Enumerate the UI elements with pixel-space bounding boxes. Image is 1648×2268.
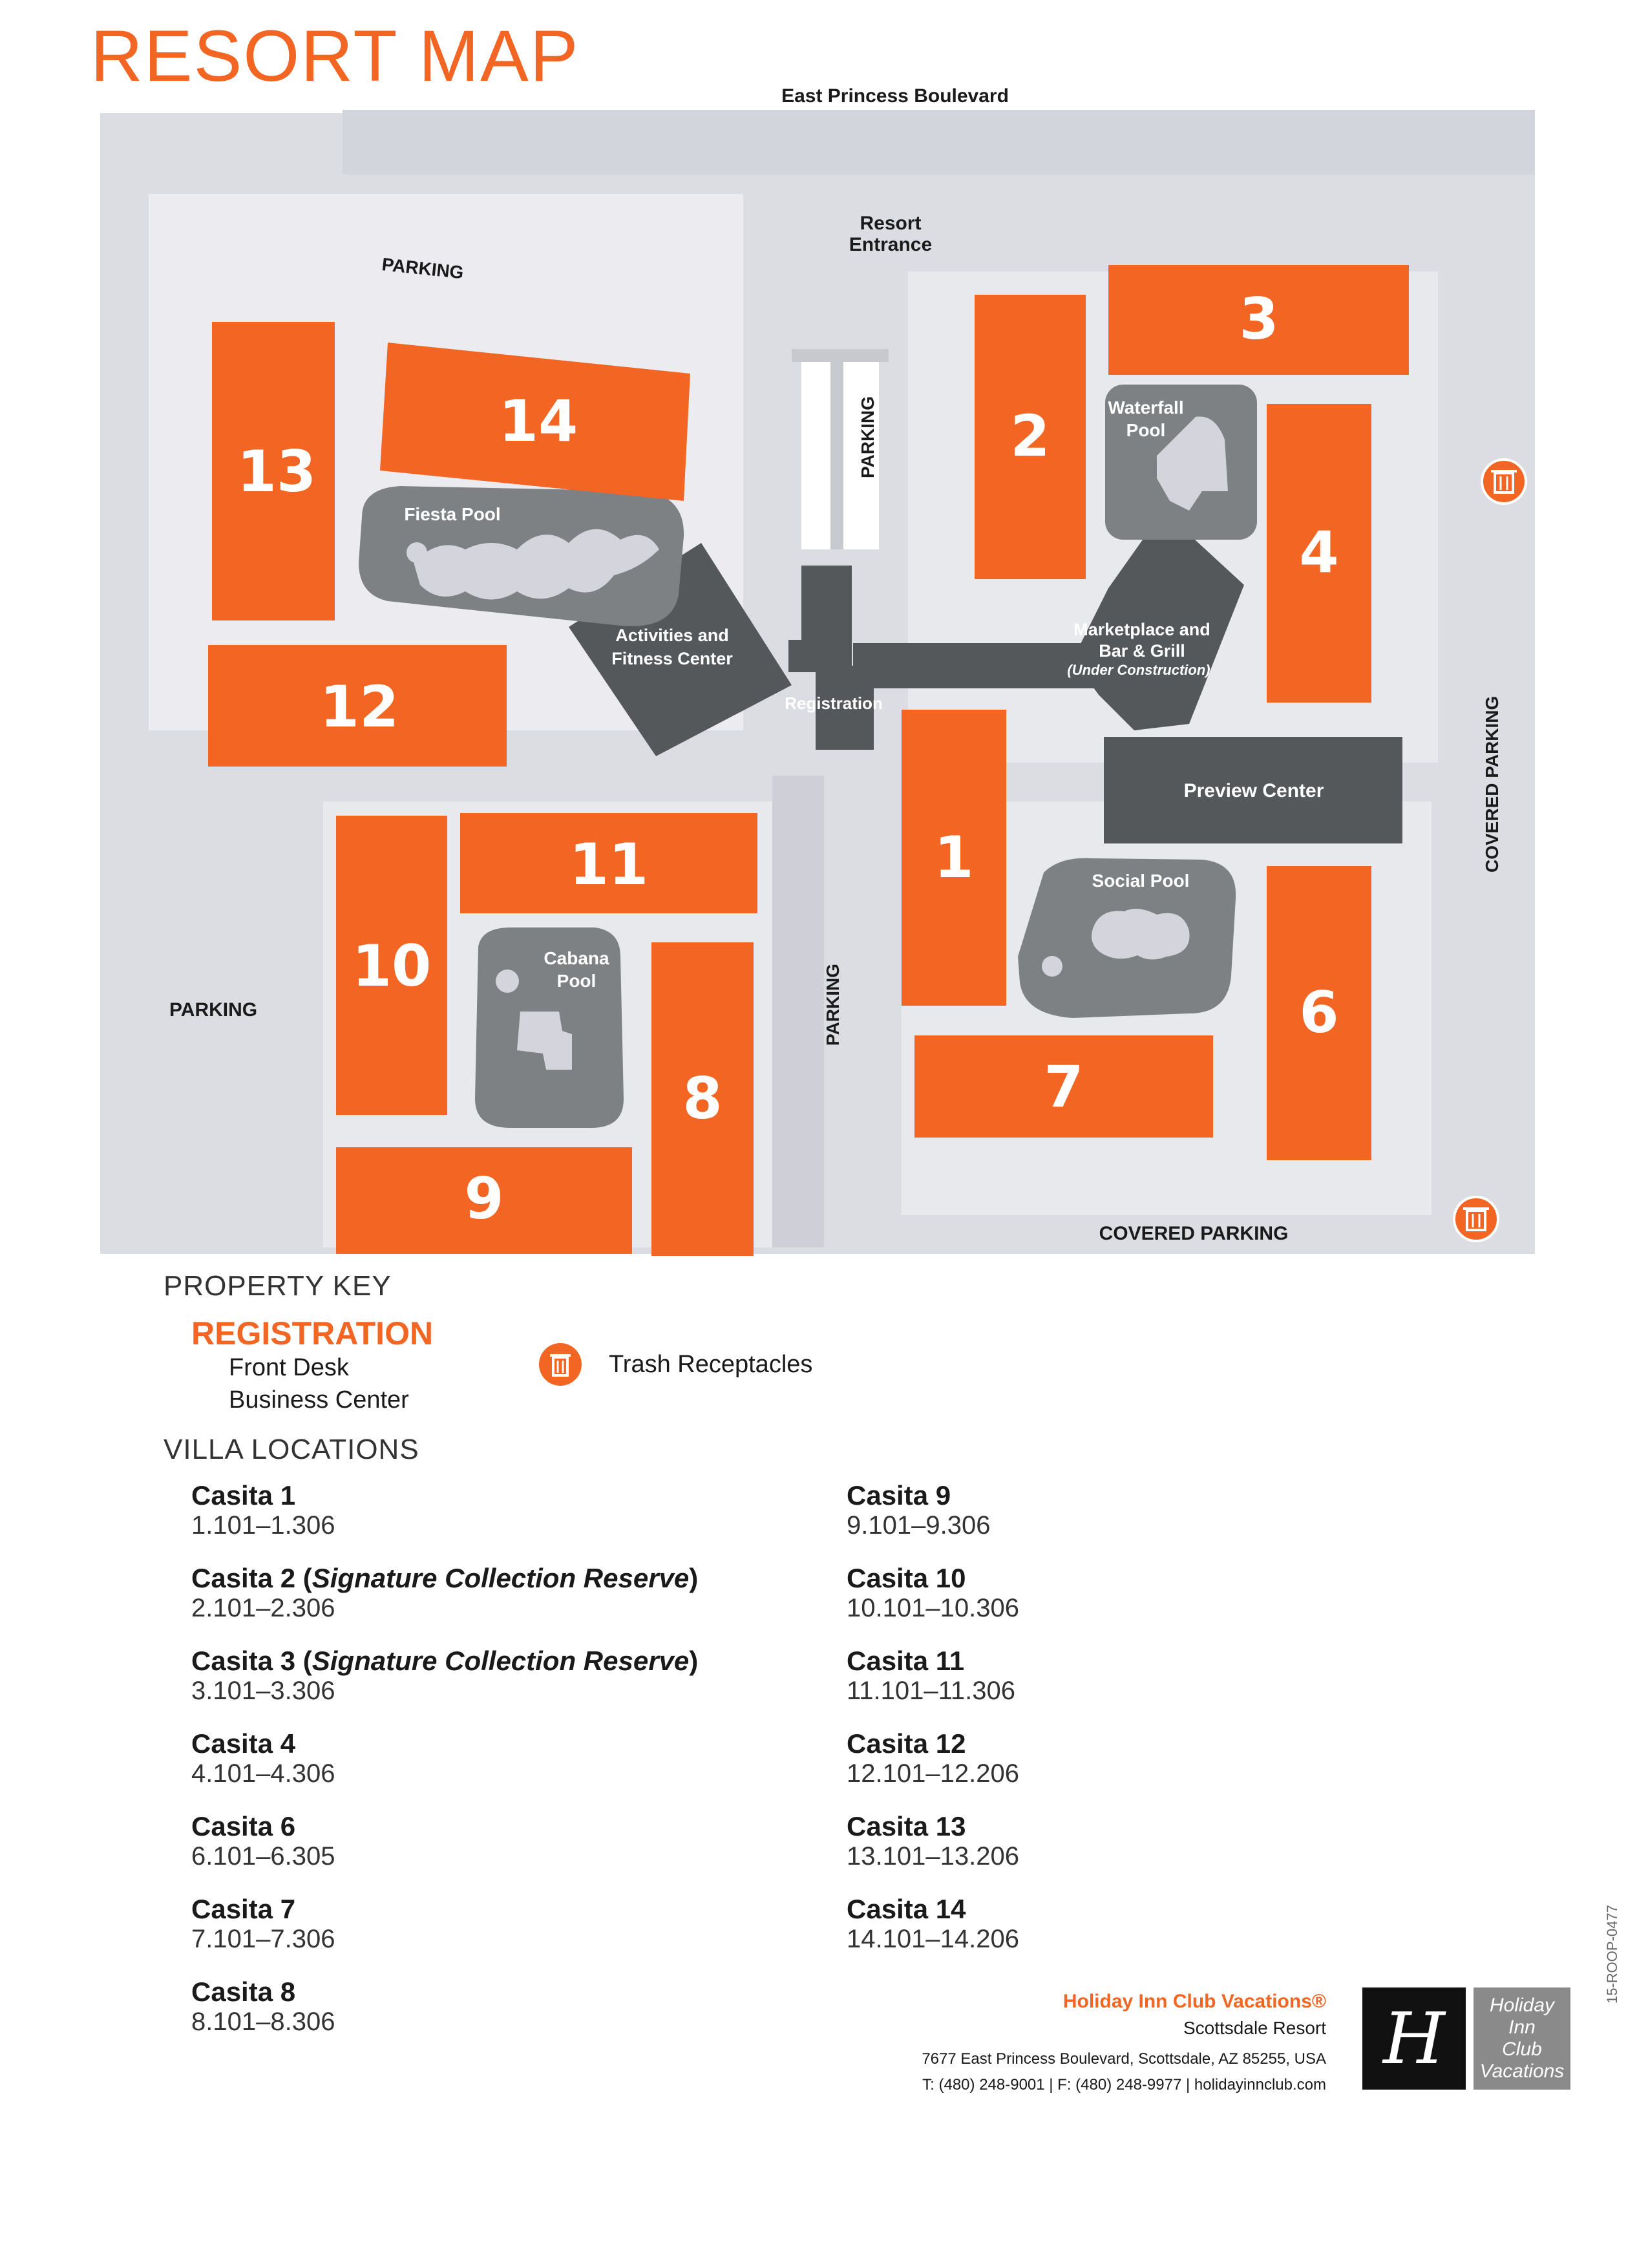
marketplace-label-3: (Under Construction) [1067,662,1210,678]
villa-item [847,1563,1299,1646]
footer-info [763,1991,1326,2094]
villa-note: Signature Collection Reserve [312,1646,690,1676]
villa-range: 9.101–9.306 [847,1511,991,1540]
villa-item [191,1480,773,1563]
parking-label-top-left: PARKING [381,254,465,283]
marketplace-label-1: Marketplace and [1073,620,1210,639]
key-business-center: Business Center [229,1386,409,1414]
casita-10[interactable] [336,816,447,1115]
villa-range: 14.101–14.206 [847,1925,1019,1953]
page-title: RESORT MAP [90,16,580,96]
trash-can-icon [1482,460,1526,503]
casita-4[interactable] [1267,404,1371,703]
villa-list-left [191,1480,773,2059]
villa-item [191,1728,773,1811]
villa-name: Casita 14 [847,1894,966,1924]
casita-6-number: 6 [1299,979,1339,1046]
brand-logo [1362,1987,1570,2090]
marketplace-label-2: Bar & Grill [1099,641,1185,661]
casita-9[interactable] [336,1147,632,1254]
casita-6[interactable] [1267,866,1371,1160]
registration-heading: REGISTRATION [191,1315,434,1351]
villa-range: 8.101–8.306 [191,2008,335,2036]
villa-item [191,1646,773,1728]
villa-name: Casita 7 [191,1894,296,1924]
logo-wordmark [1474,1987,1570,2090]
casita-3-number: 3 [1239,286,1279,352]
resort-entrance-label-2: Entrance [849,234,933,255]
casita-3[interactable] [1108,265,1409,375]
villa-item [847,1811,1299,1894]
villa-name: Casita 10 [847,1563,966,1593]
preview-center-label: Preview Center [1183,780,1324,801]
villa-name: Casita 13 [847,1811,966,1841]
villa-name: Casita 11 [847,1646,965,1676]
villa-range: 7.101–7.306 [191,1925,335,1953]
villa-note: Signature Collection Reserve [312,1563,690,1593]
casita-7[interactable] [914,1035,1213,1138]
cabana-pool[interactable] [475,927,624,1128]
casita-10-number: 10 [352,933,432,999]
activities-label-2: Fitness Center [611,649,733,668]
villa-name: Casita 12 [847,1728,966,1759]
casita-13[interactable] [212,322,335,620]
villa-name: Casita 4 [191,1728,296,1759]
logo-text-line: Club [1502,2039,1542,2060]
villa-range: 13.101–13.206 [847,1842,1019,1871]
villa-item [191,1894,773,1977]
casita-8[interactable] [651,942,754,1256]
logo-text-line: Holiday Inn [1489,1995,1555,2038]
preview-center[interactable] [1104,737,1402,843]
casita-11-number: 11 [569,831,649,898]
property-key-heading: PROPERTY KEY [164,1270,392,1302]
trash-can-icon [539,1343,582,1386]
villa-range: 4.101–4.306 [191,1759,335,1788]
waterfall-pool-label-2: Pool [1126,420,1166,440]
covered-parking-label-bottom: COVERED PARKING [1099,1223,1289,1244]
resort-entrance-label-1: Resort [860,213,922,234]
parking-label-left: PARKING [169,999,258,1021]
casita-12-number: 12 [319,673,399,740]
villa-range: 10.101–10.306 [847,1594,1019,1622]
logo-mark [1362,1987,1466,2090]
casita-2-number: 2 [1010,403,1050,469]
social-pool[interactable] [1018,858,1236,1018]
cabana-pool-label-1: Cabana [544,948,609,968]
casita-14-number: 14 [498,388,578,454]
villa-range: 2.101–2.306 [191,1594,335,1622]
villa-item [191,1811,773,1894]
casita-9-number: 9 [464,1165,504,1232]
logo-text-line: Vacations [1479,2061,1565,2082]
villa-name: Casita 6 [191,1811,296,1841]
covered-parking-label-right: COVERED PARKING [1482,695,1502,873]
casita-13-number: 13 [237,438,317,505]
footer-contact: T: (480) 248-9001 | F: (480) 248-9977 | holidayinnclub.com [922,2076,1326,2093]
casita-4-number: 4 [1299,519,1339,586]
parking-label-center: PARKING [858,396,878,478]
casita-1-number: 1 [934,824,974,891]
street-label: East Princess Boulevard [781,85,1009,107]
villa-item [847,1894,1299,1977]
villa-range: 11.101–11.306 [847,1677,1015,1705]
villa-range: 12.101–12.206 [847,1759,1019,1788]
villa-name: Casita 8 [191,1977,296,2007]
casita-11[interactable] [460,813,757,913]
trash-receptacles-label: Trash Receptacles [609,1351,813,1378]
cabana-pool-label-2: Pool [556,971,597,991]
waterfall-pool[interactable] [1105,385,1257,540]
villa-name: Casita 2 (Signature Collection Reserve) [191,1563,699,1593]
social-pool-label: Social Pool [1092,871,1190,891]
villa-item [191,1977,773,2059]
villa-name: Casita 1 [191,1480,296,1510]
document-code: 15-ROOP-0477 [1604,1905,1620,2004]
waterfall-pool-label-1: Waterfall [1108,397,1184,418]
casita-8-number: 8 [682,1065,723,1132]
parking-label-center-lower: PARKING [823,963,843,1046]
villa-item [847,1728,1299,1811]
casita-1[interactable] [902,710,1006,1006]
activities-label-1: Activities and [615,626,729,645]
villa-item [847,1646,1299,1728]
logo-letter: H [1383,1997,1445,2080]
footer-address: 7677 East Princess Boulevard, Scottsdale, AZ 85255, USA [922,2050,1326,2068]
casita-12[interactable] [208,645,507,767]
villa-range: 1.101–1.306 [191,1511,335,1540]
villa-item [191,1563,773,1646]
villa-item [847,1480,1299,1563]
fiesta-pool-label: Fiesta Pool [404,504,501,524]
villa-range: 6.101–6.305 [191,1842,335,1871]
villa-range: 3.101–3.306 [191,1677,335,1705]
villa-name: Casita 3 (Signature Collection Reserve) [191,1646,699,1676]
registration-label: Registration [785,694,883,713]
villa-locations-heading: VILLA LOCATIONS [164,1434,419,1465]
key-front-desk: Front Desk [229,1354,349,1381]
footer-resort: Scottsdale Resort [1183,2018,1326,2038]
casita-2[interactable] [975,295,1086,579]
villa-list-right [847,1480,1299,1977]
trash-can-icon [1454,1197,1498,1241]
footer-brand: Holiday Inn Club Vacations® [1062,1991,1326,2012]
casita-7-number: 7 [1044,1054,1084,1120]
villa-name: Casita 9 [847,1480,951,1510]
